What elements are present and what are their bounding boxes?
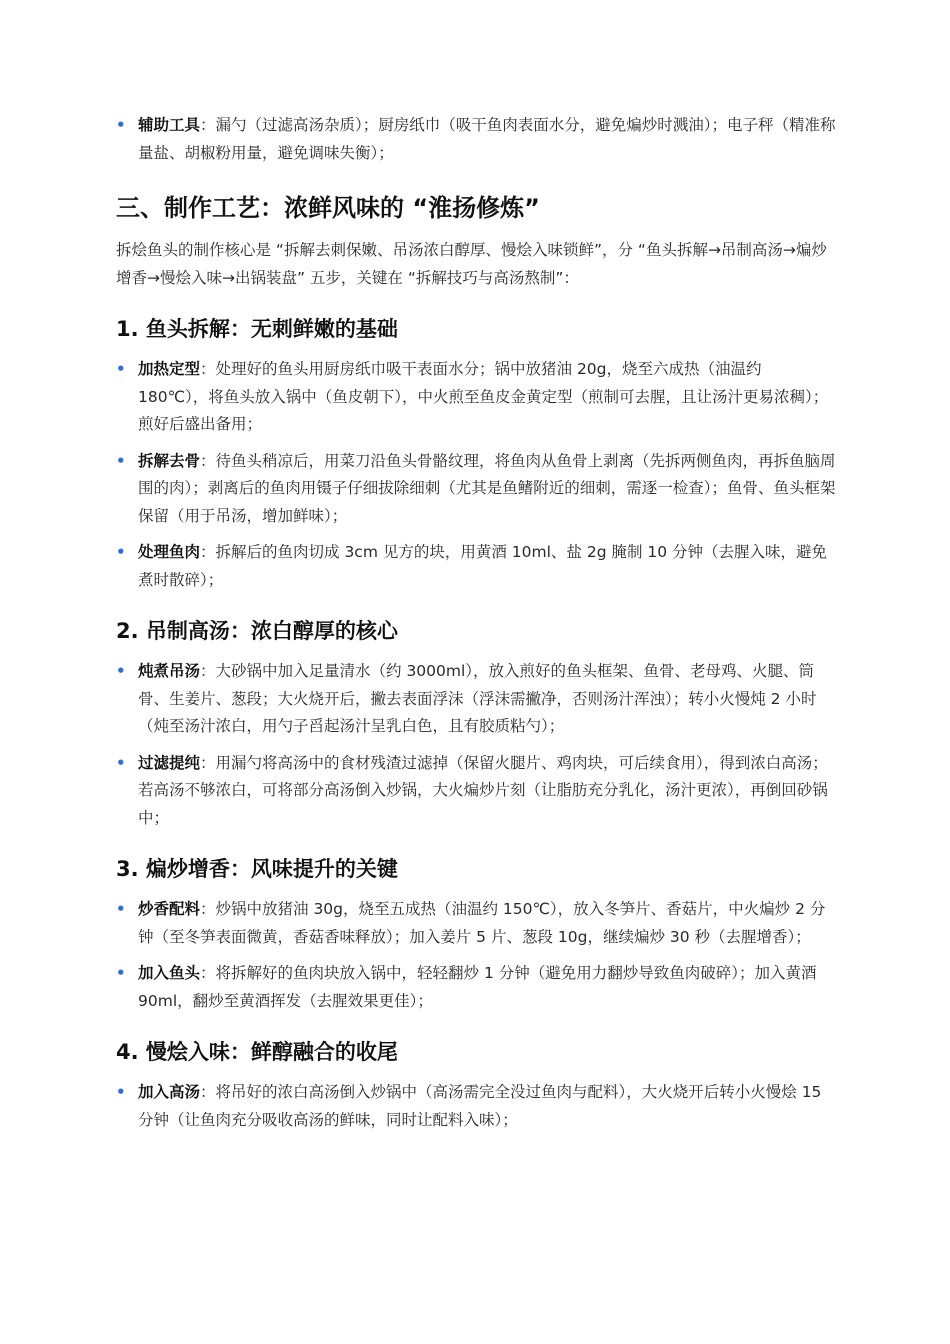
item-term: 加入高汤 xyxy=(138,1083,201,1101)
item-text: ：大砂锅中加入足量清水（约 3000ml），放入煎好的鱼头框架、鱼骨、老母鸡、火腿、筒骨、生姜片、葱段；大火烧开后，撇去表面浮沫（浮沫需撇净，否则汤汁浑浊）；转小火慢炖 2 小时（炖至汤汁浓白，用勺子舀起汤汁呈乳白色，且有胶质粘勺）； xyxy=(138,662,817,735)
item-text: ：炒锅中放猪油 30g，烧至五成热（油温约 150℃），放入冬笋片、香菇片，中火煸炒 2 分钟（至冬笋表面微黄，香菇香味释放）；加入姜片 5 片、葱段 10g，继续煸炒 30 秒（去腥增香）； xyxy=(138,900,826,946)
item-text: ：漏勺（过滤高汤杂质）；厨房纸巾（吸干鱼肉表面水分，避免煸炒时溅油）；电子秤（精准称量盐、胡椒粉用量，避免调味失衡）； xyxy=(138,116,836,162)
item-term: 炒香配料 xyxy=(138,900,201,918)
step-4-list xyxy=(116,1079,836,1134)
item-term: 辅助工具 xyxy=(138,116,201,134)
item-text: ：将拆解好的鱼肉块放入锅中，轻轻翻炒 1 分钟（避免用力翻炒导致鱼肉破碎）；加入黄酒 90ml，翻炒至黄酒挥发（去腥效果更佳）； xyxy=(138,964,817,1010)
step-2-list xyxy=(116,658,836,832)
step-3-title: 3. 煸炒增香：风味提升的关键 xyxy=(116,857,398,881)
bullet-icon: • xyxy=(116,964,126,982)
item-term: 处理鱼肉 xyxy=(138,543,201,561)
step-1-title: 1. 鱼头拆解：无刺鲜嫩的基础 xyxy=(116,317,398,341)
item-text: ：用漏勺将高汤中的食材残渣过滤掉（保留火腿片、鸡肉块，可后续食用），得到浓白高汤；若高汤不够浓白，可将部分高汤倒入炒锅，大火煸炒片刻（让脂肪充分乳化，汤汁更浓），再倒回砂锅中； xyxy=(138,753,828,827)
list-item xyxy=(116,960,836,1015)
item-text: ：待鱼头稍凉后，用菜刀沿鱼头骨骼纹理，将鱼肉从鱼骨上剥离（先拆两侧鱼肉，再拆鱼脑周围的肉）；剥离后的鱼肉用镊子仔细拔除细刺（尤其是鱼鳍附近的细刺，需逐一检查）；鱼骨、鱼头框架保留（用于吊汤，增加鲜味）； xyxy=(138,451,836,525)
list-item xyxy=(116,658,836,741)
section-title: 三、制作工艺：浓鲜风味的 “淮扬修炼” xyxy=(116,194,540,222)
bullet-icon: • xyxy=(116,900,126,918)
item-term: 炖煮吊汤 xyxy=(138,662,201,680)
bullet-icon: • xyxy=(116,116,126,134)
item-text: ：拆解后的鱼肉切成 3cm 见方的块，用黄酒 10ml、盐 2g 腌制 10 分钟（去腥入味，避免煮时散碎）； xyxy=(138,543,828,589)
bullet-icon: • xyxy=(116,753,126,772)
step-1-list xyxy=(116,356,836,594)
bullet-icon: • xyxy=(116,360,126,378)
step-4-title: 4. 慢烩入味：鲜醇融合的收尾 xyxy=(116,1040,398,1064)
step-2-title: 2. 吊制高汤：浓白醇厚的核心 xyxy=(116,619,398,643)
item-term: 加入鱼头 xyxy=(138,964,201,982)
list-item xyxy=(116,356,836,439)
bullet-icon: • xyxy=(116,1083,126,1101)
bullet-icon: • xyxy=(116,451,126,470)
list-item xyxy=(116,112,836,167)
step-3-list xyxy=(116,896,836,1015)
bullet-icon: • xyxy=(116,543,126,561)
bullet-icon: • xyxy=(116,662,126,680)
list-item xyxy=(116,448,836,531)
tools-list xyxy=(116,112,836,167)
section-intro: 拆烩鱼头的制作核心是 “拆解去刺保嫩、吊汤浓白醇厚、慢烩入味锁鲜”，分 “鱼头拆解→吊制高汤→煸炒增香→慢烩入味→出锅装盘” 五步，关键在 “拆解技巧与高汤熬制”： xyxy=(116,241,827,287)
list-item xyxy=(116,896,836,951)
list-item xyxy=(116,1079,836,1134)
list-item xyxy=(116,539,836,594)
item-term: 过滤提纯 xyxy=(138,753,201,772)
item-term: 加热定型 xyxy=(138,360,201,378)
list-item xyxy=(116,750,836,833)
document-page xyxy=(116,112,836,1143)
item-text: ：将吊好的浓白高汤倒入炒锅中（高汤需完全没过鱼肉与配料），大火烧开后转小火慢烩 15 分钟（让鱼肉充分吸收高汤的鲜味，同时让配料入味）； xyxy=(138,1083,822,1129)
item-text: ：处理好的鱼头用厨房纸巾吸干表面水分；锅中放猪油 20g，烧至六成热（油温约 180℃），将鱼头放入锅中（鱼皮朝下），中火煎至鱼皮金黄定型（煎制可去腥，且让汤汁更易浓稠）；煎好后盛出备用； xyxy=(138,360,829,433)
item-term: 拆解去骨 xyxy=(138,451,201,470)
